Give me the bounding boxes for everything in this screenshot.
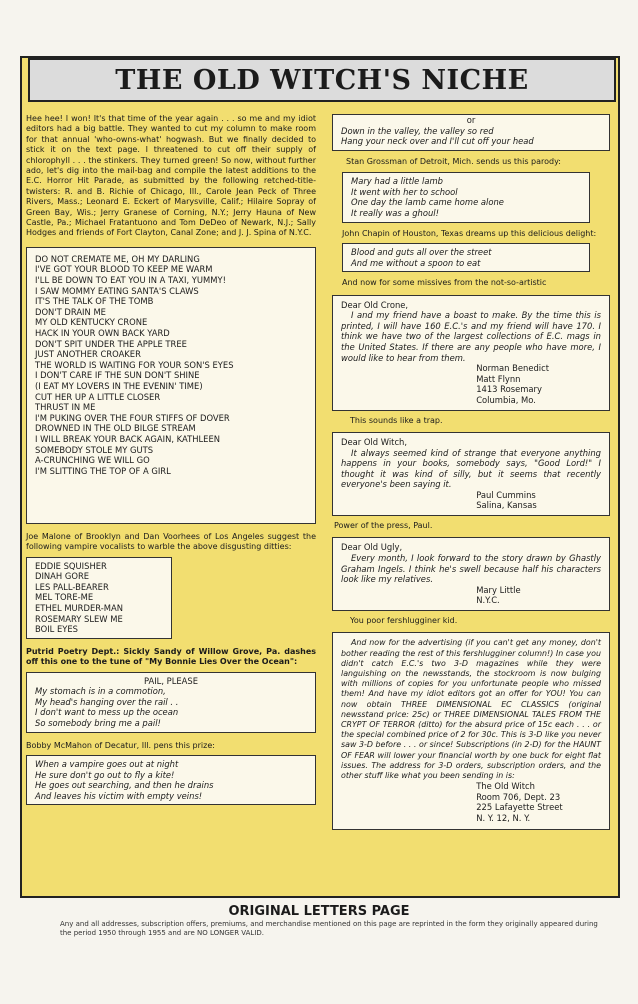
letter-signature: Matt Flynn xyxy=(476,373,521,384)
poem-line: And me without a spoon to eat xyxy=(351,257,481,268)
letter-signature: Norman Benedict xyxy=(476,363,550,374)
poem-title: PAIL, PLEASE xyxy=(143,675,199,686)
hit-parade-title: I'LL BE DOWN TO EAT YOU IN A TAXI, YUMMY! xyxy=(35,275,226,286)
vocalist-name: MEL TORE-ME xyxy=(35,592,94,603)
letter-salutation: Dear Old Crone, xyxy=(341,299,409,310)
poem-blood-box xyxy=(342,243,590,272)
hit-parade-title: JUST ANOTHER CROAKER xyxy=(35,349,141,360)
left-column xyxy=(26,114,316,805)
hit-parade-title: A-CRUNCHING WE WILL GO xyxy=(35,455,150,466)
poem-mary-box xyxy=(342,172,590,222)
letter-body: It always seemed kind of strange that everyone anything happens in your books, somebody says, "Good Lord!" I thought it was kind of silly, but it seems that recently everyone's been saying it. xyxy=(341,447,601,490)
poem-line: He goes out searching, and then he drains xyxy=(35,780,214,791)
poem-line: It really was a ghoul! xyxy=(351,207,439,218)
letter-witch-box xyxy=(332,432,610,516)
advert-box xyxy=(332,632,610,829)
vocalist-name: DINAH GORE xyxy=(35,571,90,582)
poetry-intro: Putrid Poetry Dept.: Sickly Sandy of Willow Grove, Pa. dashes off this one to the tune of "My Bonnie Lies Over the Ocean": xyxy=(26,646,316,667)
missives-intro: And now for some missives from the not-so-artistic xyxy=(342,278,547,288)
hit-parade-title: I'M PUKING OVER THE FOUR STIFFS OF DOVER xyxy=(35,412,230,423)
vocalists-intro: Joe Malone of Brooklyn and Dan Voorhees of Los Angeles suggest the following vampire vocalists to warble the above disgusting ditties: xyxy=(26,531,316,552)
letter-crone-box xyxy=(332,295,610,411)
letter-reply: You poor fershlugginer kid. xyxy=(350,616,458,626)
hit-parade-title: HACK IN YOUR OWN BACK YARD xyxy=(35,328,170,339)
address-line: Room 706, Dept. 23 xyxy=(476,791,561,802)
intro-text: Hee hee! I won! It's that time of the year again . . . so me and my idiot editors had a big battle. They wanted to cut my column to make room for that annual 'who-owns-what' hogwash. But we finally decided to stick it on the text page. I threatened to cut off their supply of chlorophyll . . . the stinkers. They turned green! So now, without further ado, let's dig into the mail-bag and compile the latest additions to the E.C. Horror Hit Parade, as submitted by the following retched-title-twisters: R. and B. Richie of Chicago, Ill., Carole Jean Peck of Three Rivers, Mass.; Leonard E. Eckert of Marysville, Calif.; Hilaire Sopray of Green Bay, Wis.; Jerry Granese of Corning, N.Y.; Jerry Hauna of New Castle, Pa.; Michael Fratantuono and Tom DeDeo of Newark, N.J.; Sally Hodges and friends of Fort Clayton, Canal Zone; and J. J. Spina of N.Y.C. xyxy=(26,114,316,238)
hit-parade-title: CUT HER UP A LITTLE CLOSER xyxy=(35,391,161,402)
vocalist-name: BOIL EYES xyxy=(35,624,79,635)
poem-line: It went with her to school xyxy=(351,186,458,197)
letter-salutation: Dear Old Ugly, xyxy=(341,542,403,553)
address-line: N. Y. 12, N. Y. xyxy=(476,813,531,824)
poem-line: My head's hanging over the rail . . xyxy=(35,696,179,707)
hit-parade-title: THE WORLD IS WAITING FOR YOUR SON'S EYES xyxy=(35,359,234,370)
letter-body: Every month, I look forward to the story drawn by Ghastly Graham Ingels. I think he's swell because half his characters look like my relatives. xyxy=(341,553,601,585)
vocalist-name: LES PALL-BEARER xyxy=(35,581,109,592)
hit-parade-box xyxy=(26,247,316,524)
poem-line: He sure don't go out to fly a kite! xyxy=(35,769,175,780)
letter-signature: Columbia, Mo. xyxy=(476,394,536,405)
letter-ugly-box xyxy=(332,537,610,611)
letter-reply: Power of the press, Paul. xyxy=(334,521,433,531)
hit-parade-title: DON'T SPIT UNDER THE APPLE TREE xyxy=(35,338,187,349)
poem-line: Down in the valley, the valley so red xyxy=(341,125,494,136)
footer-title: ORIGINAL LETTERS PAGE xyxy=(228,904,410,919)
title-banner xyxy=(28,58,616,102)
poem-vampire-box xyxy=(26,755,316,805)
poem-valley-box xyxy=(332,114,610,151)
poem-line: Blood and guts all over the street xyxy=(351,246,492,257)
footer-note: Any and all addresses, subscription offers, premiums, and merchandise mentioned on this page are reprinted in the form they originally appeared during the period 1950 through 1955 and are NO LONGER VALID. xyxy=(60,920,598,937)
poem-line: I don't want to mess up the ocean xyxy=(35,707,179,718)
vocalists-box xyxy=(26,557,172,639)
poem-line: One day the lamb came home alone xyxy=(351,197,504,208)
vocalist-name: ETHEL MURDER-MAN xyxy=(35,603,123,614)
poem-line: My stomach is in a commotion, xyxy=(35,686,166,697)
poem-line: So somebody bring me a pail! xyxy=(35,718,161,729)
vocalist-name: ROSEMARY SLEW ME xyxy=(35,613,123,624)
page-title: THE OLD WITCH'S NICHE xyxy=(115,64,529,96)
address-line: The Old Witch xyxy=(476,781,535,792)
poem-line: When a vampire goes out at night xyxy=(35,759,179,770)
letter-signature: N.Y.C. xyxy=(476,595,500,606)
hit-parade-title: I DON'T CARE IF THE SUN DON'T SHINE xyxy=(35,370,200,381)
hit-parade-title: IT'S THE TALK OF THE TOMB xyxy=(35,296,154,307)
hit-parade-title: (I EAT MY LOVERS IN THE EVENIN' TIME) xyxy=(35,381,203,391)
poem2-intro: Bobby McMahon of Decatur, Ill. pens this prize: xyxy=(26,740,215,750)
hit-parade-title: I'M SLITTING THE TOP OF A GIRL xyxy=(35,465,171,476)
hit-parade-title: I WILL BREAK YOUR BACK AGAIN, KATHLEEN xyxy=(35,433,221,444)
letter-signature: 1413 Rosemary xyxy=(476,384,542,395)
hit-parade-title: DON'T DRAIN ME xyxy=(35,306,106,317)
poem-line: Hang your neck over and I'll cut off your head xyxy=(341,136,534,147)
letter-signature: Mary Little xyxy=(476,584,521,595)
advert-body: And now for the advertising (if you can't get any money, don't bother reading the rest of this fershlugginer column!) In case you didn't catch E.C.'s two 3-D magazines while they were languishing on the newsstands, the stockroom is now bulging with millions of copies for you unfortunate people who missed them! And have my idiot editors got an offer for YOU! You can now obtain THREE DIMENSIONAL EC CLASSICS (original newsstand price: 25c) or THREE DIMENSIONAL TALES FROM THE CRYPT OF TERROR (ditto) for the absurd price of 15c each . . . or the special combined price of 2 for 30c. This is 3-D like you never saw 3-D before . . . or since! Subscriptions (in 2-D) for the HAUNT OF FEAR will lower your financial worth by one buck for eight flat issues. The address for 3-D orders, subscription orders, and the other stuff like what you been sending in is: xyxy=(341,638,601,781)
hit-parade-title: MY OLD KENTUCKY CRONE xyxy=(35,317,148,328)
address-line: 225 Lafayette Street xyxy=(476,802,563,813)
hit-parade-title: DO NOT CREMATE ME, OH MY DARLING xyxy=(35,253,200,264)
parody-intro: Stan Grossman of Detroit, Mich. sends us this parody: xyxy=(346,156,561,166)
letter-body: I and my friend have a boast to make. By the time this is printed, I will have 160 E.C.'s and my friend will have 170. I think we have two of the largest collections of E.C. mags in the United States. If there are any people who have more, I would like to hear from them. xyxy=(341,310,601,363)
poem-line: Mary had a little lamb xyxy=(351,176,443,187)
hit-parade-title: THRUST IN ME xyxy=(35,402,96,413)
poem-line: And leaves his victim with empty veins! xyxy=(35,790,203,801)
delight-intro: John Chapin of Houston, Texas dreams up this delicious delight: xyxy=(342,228,597,238)
letter-salutation: Dear Old Witch, xyxy=(341,436,408,447)
poem-pail-box xyxy=(26,672,316,733)
hit-parade-title: DROWNED IN THE OLD BILGE STREAM xyxy=(35,423,196,434)
vocalist-name: EDDIE SQUISHER xyxy=(35,560,107,571)
letter-signature: Paul Cummins xyxy=(476,489,536,500)
or-word: or xyxy=(466,115,476,125)
hit-parade-title: I'VE GOT YOUR BLOOD TO KEEP ME WARM xyxy=(35,264,213,275)
hit-parade-title: I SAW MOMMY EATING SANTA'S CLAWS xyxy=(35,285,199,296)
right-column xyxy=(332,114,610,830)
letter-signature: Salina, Kansas xyxy=(476,500,537,511)
hit-parade-title: SOMEBODY STOLE MY GUTS xyxy=(35,444,154,455)
letter-reply: This sounds like a trap. xyxy=(350,415,443,425)
